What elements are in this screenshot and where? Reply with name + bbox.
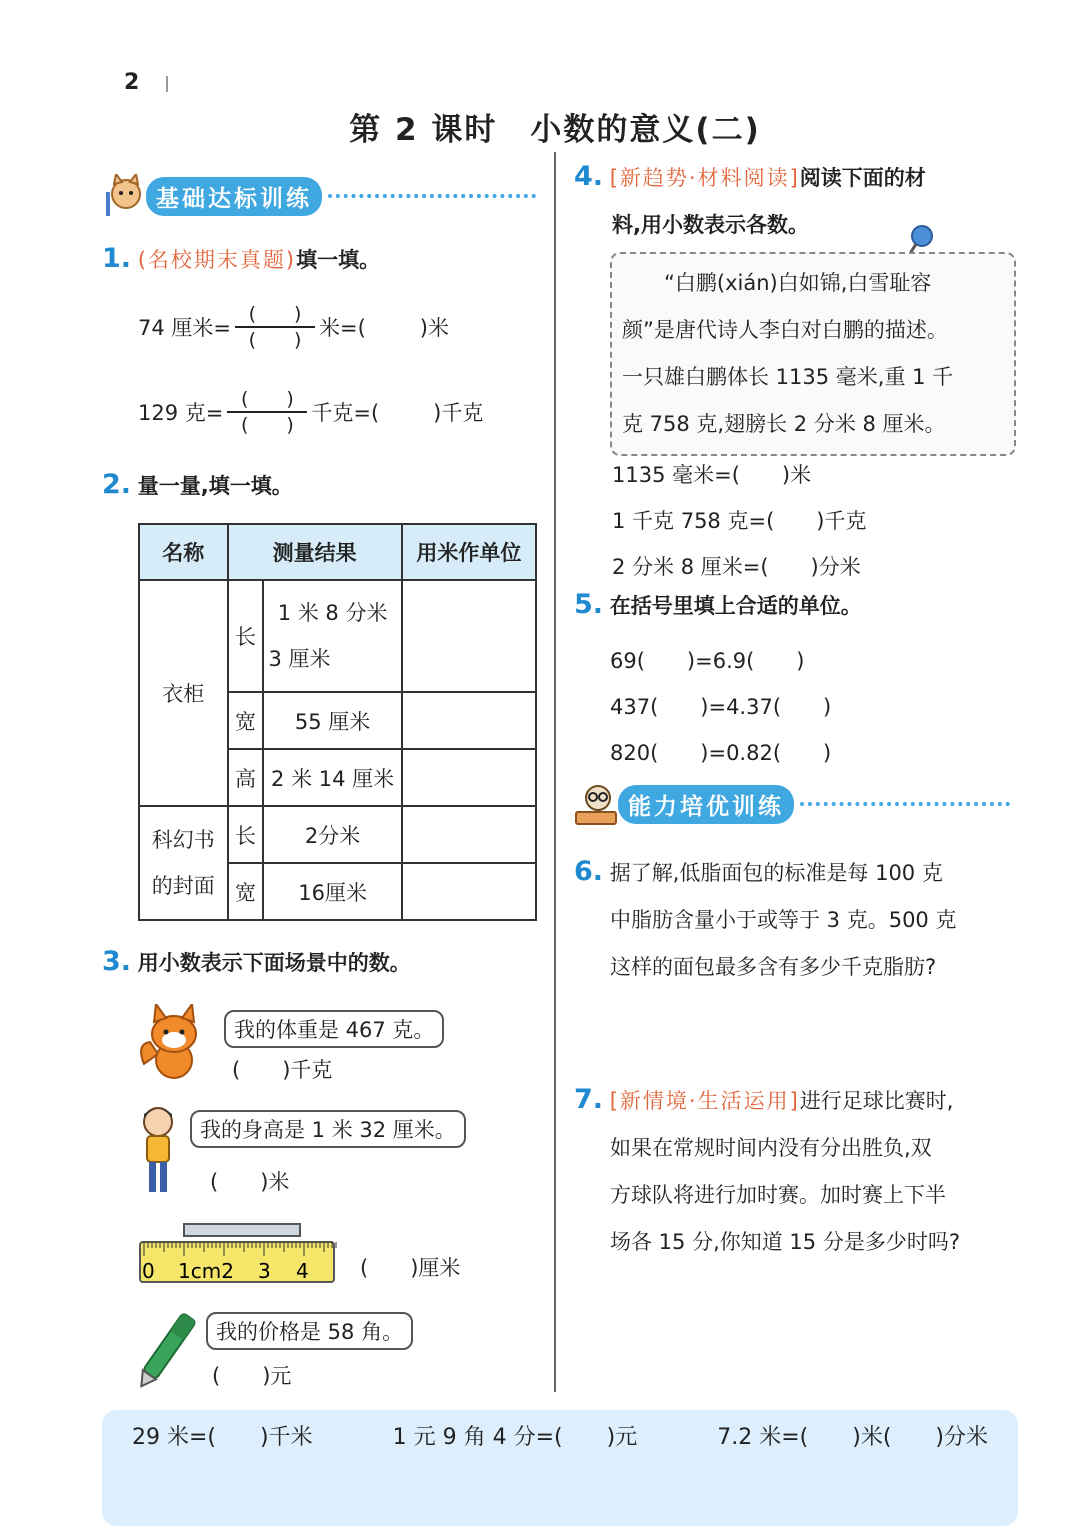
question-6-number: 6.: [574, 856, 604, 887]
review-item[interactable]: 1 元 9 角 4 分=( )元: [392, 1425, 638, 1450]
q1-line-1-lead: 74 厘米=: [138, 316, 231, 340]
answer-price[interactable]: ( )元: [212, 1364, 292, 1388]
q6-line: 据了解,低脂面包的标准是每 100 克: [609, 861, 943, 885]
measured-bar: [184, 1224, 300, 1236]
item-book-cover-line1: 科幻书: [151, 828, 215, 852]
question-1: [102, 244, 380, 275]
fraction-denominator[interactable]: ( ): [248, 329, 302, 351]
item-book-cover-line2: 的封面: [151, 874, 215, 898]
ruler-label: 0: [142, 1259, 155, 1283]
ruler-label: 3: [258, 1259, 271, 1283]
q1-line-1-end: )米: [419, 316, 449, 340]
question-5-text: 在括号里填上合适的单位。: [609, 594, 862, 618]
question-7-tag: [新情境·生活运用]: [609, 1089, 800, 1113]
dog-reading-mascot-icon: [574, 782, 618, 826]
q4-answer-line[interactable]: 1135 毫米=( )米: [612, 463, 812, 487]
material-line: 一只雄白鹏体长 1135 毫米,重 1 千: [622, 365, 954, 389]
question-4-text-2: 料,用小数表示各数。: [612, 213, 809, 237]
header-result: 测量结果: [228, 524, 402, 580]
q1-line-1: [138, 302, 449, 352]
item-wardrobe: 衣柜: [139, 580, 228, 806]
reading-material-box: [610, 252, 1016, 456]
answer-weight[interactable]: ( )千克: [232, 1058, 333, 1082]
boy-icon: [138, 1104, 178, 1196]
value-cell: 2 米 14 厘米: [263, 749, 401, 806]
question-2-text: 量一量,填一填。: [137, 474, 293, 498]
value-cell: [263, 580, 401, 692]
answer-cell[interactable]: [402, 692, 536, 749]
question-2: [102, 470, 293, 501]
fox-icon: [136, 1004, 206, 1082]
question-4-tag: [新趋势·材料阅读]: [609, 166, 800, 190]
question-1-number: 1.: [102, 243, 132, 274]
fraction-numerator[interactable]: ( ): [248, 303, 302, 325]
answer-cell[interactable]: [402, 863, 536, 920]
fraction-denominator[interactable]: ( ): [240, 414, 294, 436]
q7-line: 方球队将进行加时赛。加时赛上下半: [610, 1183, 946, 1207]
value-line: 1 米 8 分米: [277, 601, 388, 625]
ruler-with-bar: [138, 1218, 338, 1286]
dim-cell: 高: [228, 749, 264, 806]
question-4-text-1: 阅读下面的材: [799, 166, 926, 190]
speech-bubble-weight: 我的体重是 467 克。: [224, 1010, 444, 1048]
table-row: [139, 806, 536, 863]
q6-line: 中脂肪含量小于或等于 3 克。500 克: [610, 908, 957, 932]
question-7-number: 7.: [574, 1084, 604, 1115]
answer-height[interactable]: ( )米: [210, 1170, 290, 1194]
question-4-number: 4.: [574, 161, 604, 192]
page-title: 第 2 课时 小数的意义(二): [349, 112, 761, 148]
q4-answers: [612, 452, 866, 590]
q7-line: 如果在常规时间内没有分出胜负,双: [610, 1136, 932, 1160]
q7-line: 场各 15 分,你知道 15 分是多少时吗?: [610, 1230, 960, 1254]
answer-cell[interactable]: [402, 806, 536, 863]
answer-cell[interactable]: [402, 749, 536, 806]
q4-answer-line[interactable]: 2 分米 8 厘米=( )分米: [612, 555, 861, 579]
value-line: 3 厘米: [268, 647, 331, 671]
banner-dots: [328, 194, 536, 198]
question-3: [102, 947, 411, 978]
question-3-number: 3.: [102, 946, 132, 977]
cat-mascot-icon: [102, 174, 146, 218]
question-2-number: 2.: [102, 469, 132, 500]
question-1-tag: (名校期末真题): [137, 248, 297, 272]
page-number-divider: [166, 76, 168, 92]
material-line: 克 758 克,翅膀长 2 分米 8 厘米。: [622, 412, 946, 436]
speech-bubble-height: 我的身高是 1 米 32 厘米。: [190, 1110, 466, 1148]
q6-line: 这样的面包最多含有多少千克脂肪?: [610, 955, 937, 979]
section-title-advanced: 能力培优训练: [618, 785, 794, 824]
item-book-cover: [139, 806, 228, 920]
value-cell: 2分米: [263, 806, 401, 863]
question-7: [574, 1076, 1018, 1266]
question-5-number: 5.: [574, 589, 604, 620]
question-6: [574, 848, 1018, 991]
table-row: [139, 580, 536, 692]
material-line: 颜”是唐代诗人李白对白鹏的描述。: [622, 318, 948, 342]
q7-line: 进行足球比赛时,: [799, 1089, 954, 1113]
dim-cell: 宽: [228, 863, 264, 920]
page-number: 2: [124, 70, 140, 95]
review-item[interactable]: 7.2 米=( )米( )分米: [717, 1425, 988, 1450]
material-line: “白鹏(xián)白如锦,白雪耻容: [664, 271, 932, 295]
review-strip: [102, 1410, 1018, 1526]
banner-dots: [800, 802, 1010, 806]
q4-answer-line[interactable]: 1 千克 758 克=( )千克: [612, 509, 867, 533]
answer-length[interactable]: ( )厘米: [360, 1256, 461, 1280]
speech-bubble-price: 我的价格是 58 角。: [206, 1312, 413, 1350]
section-banner-advanced: [574, 784, 1010, 824]
measurement-table: [138, 523, 537, 921]
header-meter-unit: 用米作单位: [402, 524, 536, 580]
table-header-row: [139, 524, 536, 580]
dim-cell: 长: [228, 806, 264, 863]
pen-icon: [136, 1308, 196, 1394]
q1-line-2-lead: 129 克=: [138, 401, 224, 425]
column-divider: [554, 152, 556, 1392]
answer-cell[interactable]: [402, 580, 536, 692]
q5-line[interactable]: 437( )=4.37( ): [610, 695, 832, 719]
question-4: [574, 162, 1014, 193]
ruler-label: 1cm2: [178, 1259, 234, 1283]
dim-cell: 宽: [228, 692, 264, 749]
q1-fraction-1: [235, 302, 315, 352]
q1-line-2-mid: 千克=(: [311, 401, 380, 425]
review-item[interactable]: 29 米=( )千米: [132, 1425, 313, 1450]
value-cell: 55 厘米: [263, 692, 401, 749]
ruler-label: 4: [296, 1259, 309, 1283]
value-cell: 16厘米: [263, 863, 401, 920]
q1-fraction-2: [227, 387, 307, 437]
q5-line[interactable]: 820( )=0.82( ): [610, 741, 832, 765]
q5-lines: [610, 638, 831, 776]
header-name: 名称: [139, 524, 228, 580]
question-1-text: 填一填。: [296, 248, 381, 272]
dim-cell: 长: [228, 580, 264, 692]
question-3-text: 用小数表示下面场景中的数。: [137, 951, 411, 975]
q5-line[interactable]: 69( )=6.9( ): [610, 649, 805, 673]
q1-line-2: [138, 387, 483, 437]
fraction-numerator[interactable]: ( ): [240, 388, 294, 410]
question-5: [574, 590, 862, 621]
section-banner-basic: [102, 176, 536, 216]
q1-line-1-mid: 米=(: [319, 316, 366, 340]
q1-line-2-end: )千克: [433, 401, 484, 425]
section-title-basic: 基础达标训练: [146, 177, 322, 216]
